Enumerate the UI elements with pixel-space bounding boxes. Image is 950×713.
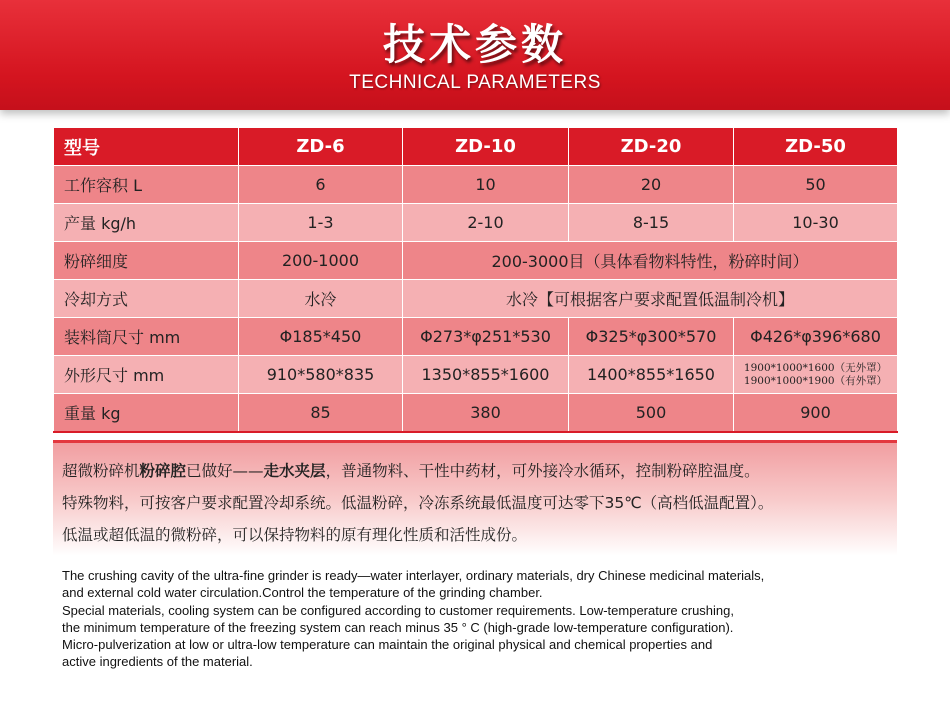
table-cell-merged: 水冷【可根据客户要求配置低温制冷机】 [403, 280, 898, 318]
table-cell: Φ273*φ251*530 [403, 318, 569, 356]
english-line: The crushing cavity of the ultra-fine grinder is ready—water interlayer, ordinary materials, dry Chinese medicinal materials, [62, 568, 765, 583]
table-cell: 1-3 [239, 204, 403, 242]
description-text: 超微粉碎机 [62, 462, 140, 480]
table-cell: 380 [403, 394, 569, 433]
header-cell-zd10: ZD-10 [403, 128, 569, 166]
description-text: 已做好—— [186, 462, 264, 480]
row-label: 冷却方式 [54, 280, 239, 318]
table-cell: 1350*855*1600 [403, 356, 569, 394]
description-line-2: 特殊物料，可按客户要求配置冷却系统。低温粉碎，冷冻系统最低温度可达零下35℃（高档低温配置）。 [62, 494, 774, 512]
page-title: 技术参数 [382, 20, 567, 69]
row-label: 产量 kg/h [54, 204, 239, 242]
table-row [54, 242, 898, 280]
table-row [54, 280, 898, 318]
header-cell-zd6: ZD-6 [239, 128, 403, 166]
page-subtitle: TECHNICAL PARAMETERS [349, 72, 601, 93]
table-cell: 1400*855*1650 [569, 356, 734, 394]
table-row [54, 318, 898, 356]
english-line: Micro-pulverization at low or ultra-low temperature can maintain the original physical and chemical properties and [62, 637, 713, 653]
table-cell: Φ426*φ396*680 [734, 318, 898, 356]
header-banner [0, 0, 950, 110]
table-row [54, 356, 898, 394]
table-cell: Φ185*450 [239, 318, 403, 356]
row-label: 外形尺寸 mm [54, 356, 239, 394]
table-row [54, 204, 898, 242]
table-row [54, 394, 898, 433]
description-bold-text: 走水夹层 [263, 462, 326, 480]
table-cell: 900 [734, 394, 898, 433]
dimension-no-cover: 1900*1000*1600（无外罩） [743, 361, 888, 374]
table-cell: 200-1000 [239, 242, 403, 280]
description-text: ，普通物料、干性中药材，可外接冷水循环，控制粉碎腔温度。 [325, 462, 760, 480]
table-cell: 85 [239, 394, 403, 433]
description-bold-text: 粉碎腔 [139, 462, 187, 480]
table-cell: 20 [569, 166, 734, 204]
table-cell: 6 [239, 166, 403, 204]
row-label: 工作容积 L [54, 166, 239, 204]
table-cell: 10 [403, 166, 569, 204]
description-line-1 [62, 459, 760, 481]
parameters-table [53, 127, 898, 433]
table-cell: 10-30 [734, 204, 898, 242]
table-cell: 8-15 [569, 204, 734, 242]
table-cell: 50 [734, 166, 898, 204]
english-line: Special materials, cooling system can be configured according to customer requirements. Low-temperature crushing, [62, 602, 734, 618]
english-line: active ingredients of the material. [62, 654, 253, 670]
english-line: the minimum temperature of the freezing system can reach minus 35 ° C (high-grade low-temperature configuration). [62, 619, 734, 635]
english-description [62, 567, 902, 671]
chinese-description-box [53, 440, 897, 556]
row-label: 粉碎细度 [54, 242, 239, 280]
dimension-with-cover: 1900*1000*1900（有外罩） [743, 374, 888, 387]
table-cell: 500 [569, 394, 734, 433]
table-cell: 水冷 [239, 280, 403, 318]
table-header-row [54, 128, 898, 166]
table-cell-merged: 200-3000目（具体看物料特性，粉碎时间） [403, 242, 898, 280]
header-cell-zd20: ZD-20 [569, 128, 734, 166]
row-label: 重量 kg [54, 394, 239, 433]
table-cell: 910*580*835 [239, 356, 403, 394]
description-line-3: 低温或超低温的微粉碎，可以保持物料的原有理化性质和活性成份。 [62, 526, 528, 544]
table-cell: 2-10 [403, 204, 569, 242]
table-cell: Φ325*φ300*570 [569, 318, 734, 356]
english-line: and external cold water circulation.Control the temperature of the grinding chamber. [62, 585, 543, 601]
table-cell [734, 356, 898, 394]
header-cell-zd50: ZD-50 [734, 128, 898, 166]
table-row [54, 166, 898, 204]
header-cell-model: 型号 [54, 128, 239, 166]
row-label: 装料筒尺寸 mm [54, 318, 239, 356]
